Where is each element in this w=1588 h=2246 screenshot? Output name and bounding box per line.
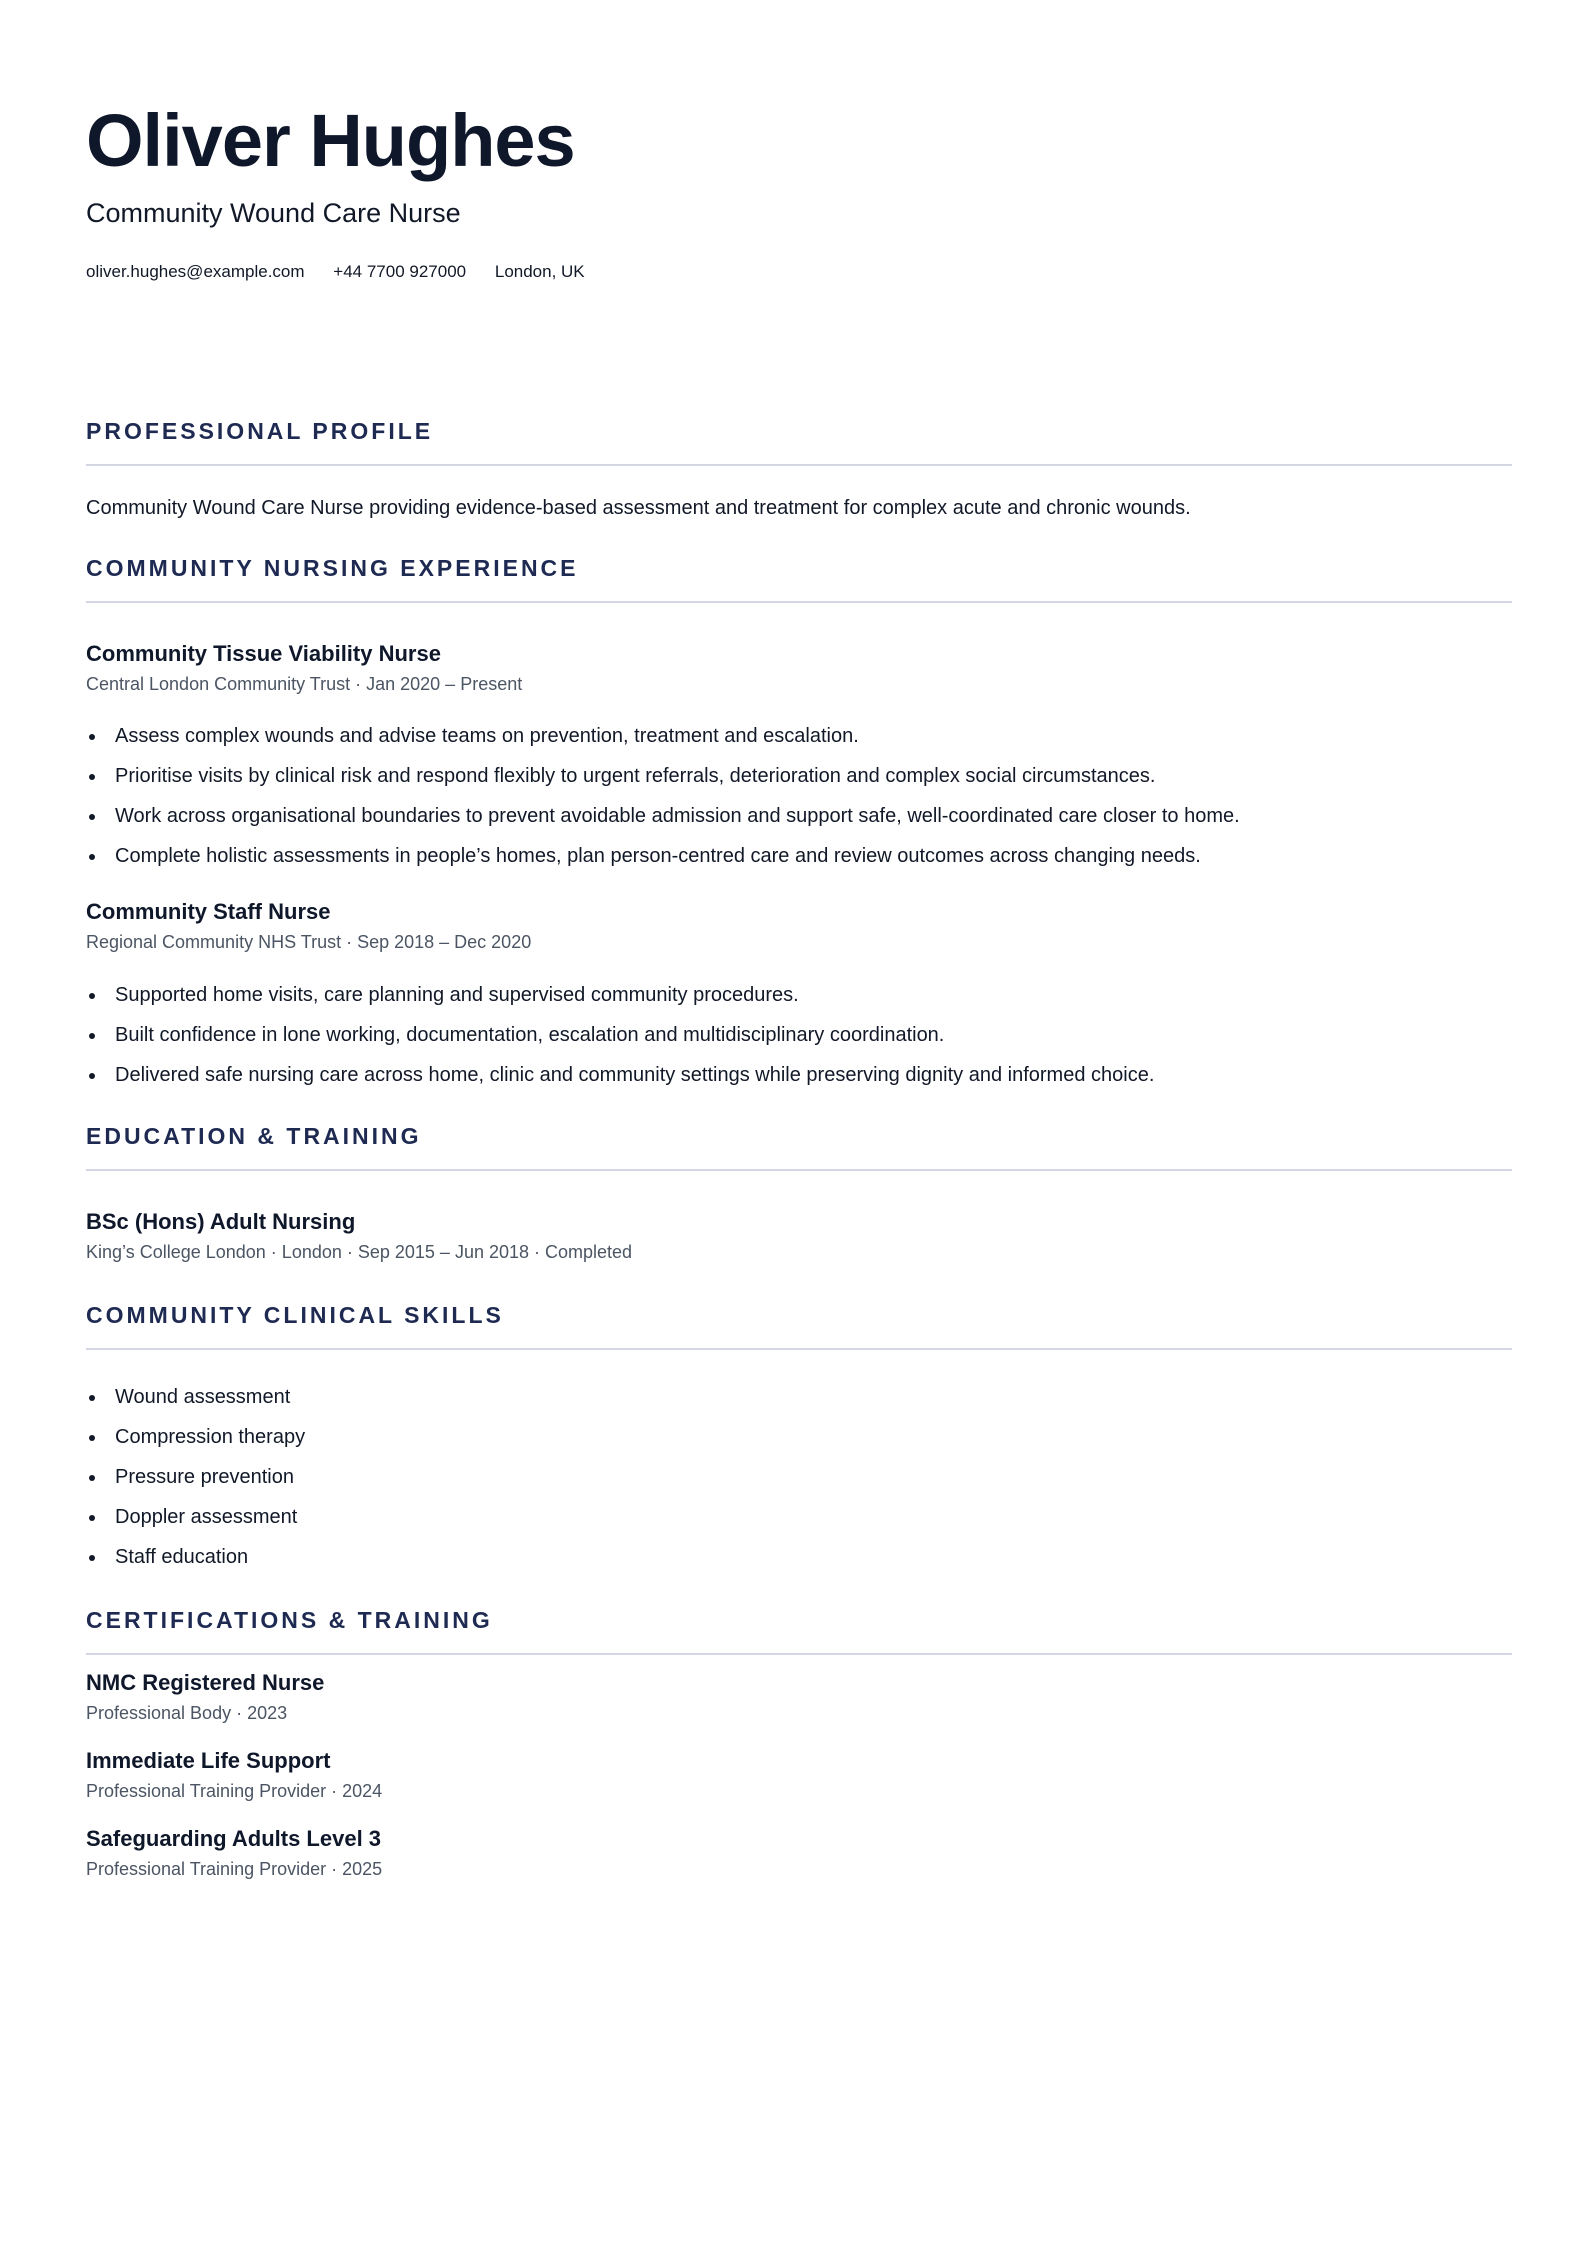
job-bullets (86, 722, 1240, 882)
job-title: Community Tissue Viability Nurse (86, 641, 441, 666)
section-heading-skills: COMMUNITY CLINICAL SKILLS (86, 1302, 504, 1328)
section-heading-certifications: CERTIFICATIONS & TRAINING (86, 1607, 493, 1633)
profile-summary: Community Wound Care Nurse providing evidence-based assessment and treatment for complex acute and chronic wounds. (86, 497, 1191, 519)
section-heading-experience: COMMUNITY NURSING EXPERIENCE (86, 555, 579, 581)
list-item: Delivered safe nursing care across home, clinic and community settings while preserving dignity and informed choice. (86, 1061, 1154, 1101)
section-heading-profile: PROFESSIONAL PROFILE (86, 418, 434, 444)
contact-line (86, 260, 609, 284)
candidate-name: Oliver Hughes (86, 99, 575, 182)
education-title: BSc (Hons) Adult Nursing (86, 1209, 356, 1234)
certification-title: NMC Registered Nurse (86, 1670, 325, 1695)
contact-email[interactable]: oliver.hughes@example.com (86, 262, 305, 281)
certification-title: Immediate Life Support (86, 1748, 331, 1773)
section-divider (86, 1653, 1512, 1655)
list-item: Supported home visits, care planning and supervised community procedures. (86, 981, 1154, 1021)
section-divider (86, 601, 1512, 603)
job-meta: Central London Community Trust · Jan 2020 – Present (86, 674, 523, 694)
certification-meta: Professional Body · 2023 (86, 1703, 288, 1723)
contact-location: London, UK (494, 262, 585, 281)
certifications-section (86, 1605, 1512, 1655)
list-item: Doppler assessment (86, 1503, 305, 1543)
section-divider (86, 1348, 1512, 1350)
list-item: Pressure prevention (86, 1463, 305, 1503)
education-section (86, 1121, 1512, 1171)
education-meta: King’s College London · London · Sep 2015 – Jun 2018 · Completed (86, 1242, 633, 1262)
list-item: Wound assessment (86, 1383, 305, 1423)
job-title: Community Staff Nurse (86, 899, 331, 924)
list-item: Compression therapy (86, 1423, 305, 1463)
job-bullets (86, 981, 1154, 1101)
list-item: Complete holistic assessments in people’s homes, plan person-centred care and review outcomes across changing needs. (86, 842, 1240, 882)
contact-phone[interactable]: +44 7700 927000 (333, 262, 467, 281)
list-item: Assess complex wounds and advise teams on prevention, treatment and escalation. (86, 722, 1240, 762)
list-item: Work across organisational boundaries to prevent avoidable admission and support safe, well-coordinated care closer to home. (86, 802, 1240, 842)
list-item: Staff education (86, 1543, 305, 1583)
section-divider (86, 1169, 1512, 1171)
list-item: Built confidence in lone working, documentation, escalation and multidisciplinary coordination. (86, 1021, 1154, 1061)
skills-section (86, 1300, 1512, 1350)
candidate-title: Community Wound Care Nurse (86, 198, 461, 228)
profile-section (86, 416, 1512, 466)
job-meta: Regional Community NHS Trust · Sep 2018 – Dec 2020 (86, 932, 532, 952)
section-heading-education: EDUCATION & TRAINING (86, 1123, 422, 1149)
certification-meta: Professional Training Provider · 2025 (86, 1859, 383, 1879)
certification-title: Safeguarding Adults Level 3 (86, 1826, 382, 1851)
section-divider (86, 464, 1512, 466)
list-item: Prioritise visits by clinical risk and respond flexibly to urgent referrals, deterioration and complex social circumstances. (86, 762, 1240, 802)
certification-meta: Professional Training Provider · 2024 (86, 1781, 383, 1801)
skills-list (86, 1383, 305, 1583)
experience-section (86, 553, 1512, 603)
